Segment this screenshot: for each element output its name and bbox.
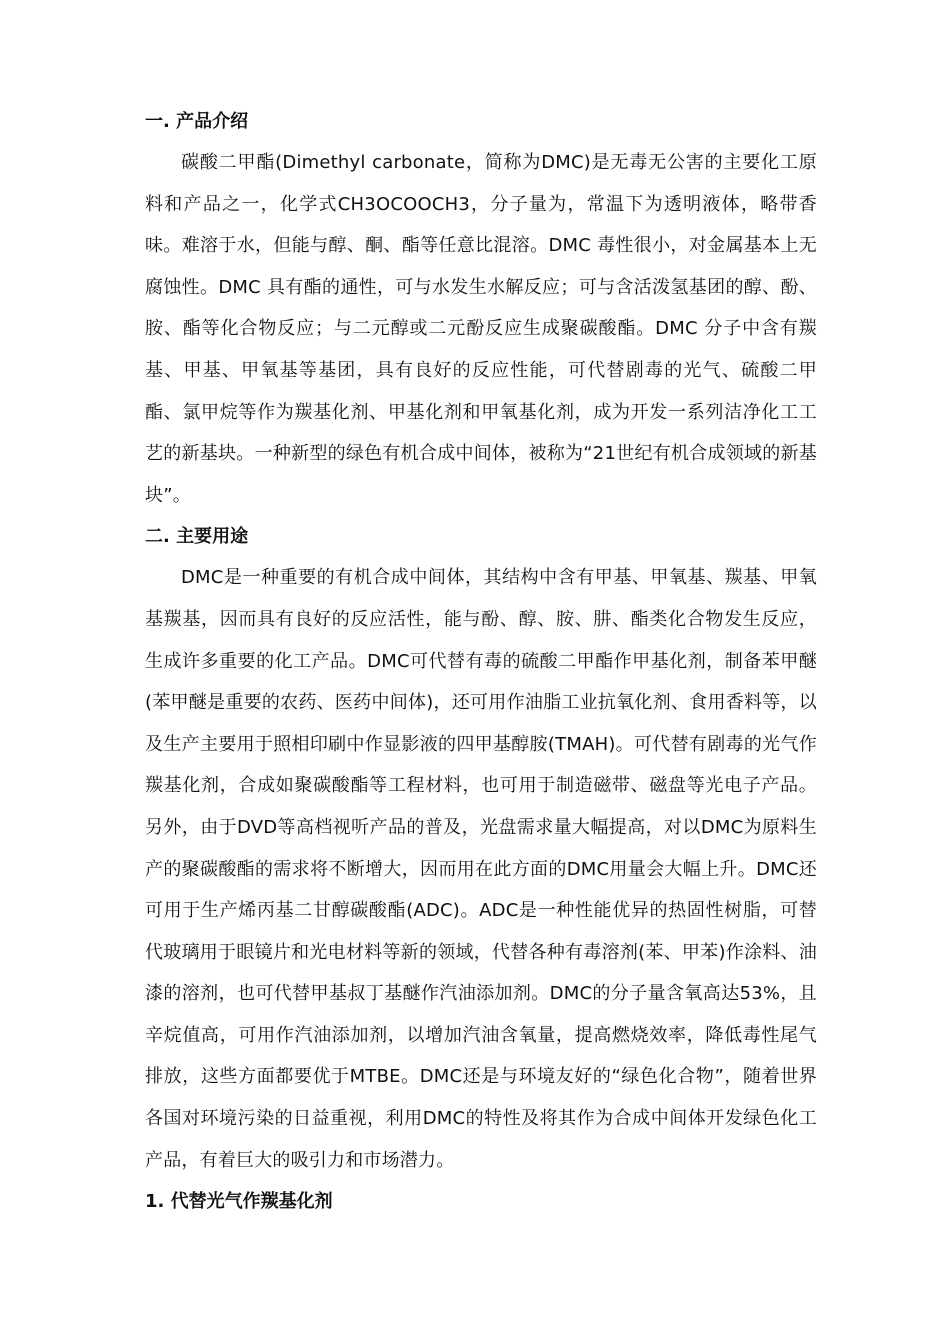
document-page [145,101,817,1222]
section-heading-product-intro: 一. 产品介绍 [145,111,249,132]
subheading-phosgene-replacement: 1. 代替光气作羰基化剂 [145,1191,333,1213]
section-heading-main-uses: 二. 主要用途 [145,526,249,548]
main-uses-paragraph: DMC是一种重要的有机合成中间体，其结构中含有甲基、甲氧基、羰基、甲氧基羰基，因而具有良好的反应活性，能与酚、醇、胺、肼、酯类化合物发生反应，生成许多重要的化工产品。DMC可代替有毒的硫酸二甲酯作甲基化剂，制备苯甲醚(苯甲醚是重要的农药、医药中间体)，还可用作油脂工业抗氧化剂、食用香料等，以及生产主要用于照相印刷中作显影液的四甲基醇胺(TMAH)。可代替有剧毒的光气作羰基化剂，合成如聚碳酸酯等工程材料，也可用于制造磁带、磁盘等光电子产品。另外，由于DVD等高档视听产品的普及，光盘需求量大幅提高，对以DMC为原料生产的聚碳酸酯的需求将不断增大，因而用在此方面的DMC用量会大幅上升。DMC还可用于生产烯丙基二甘醇碳酸酯(ADC)。ADC是一种性能优异的热固性树脂，可替代玻璃用于眼镜片和光电材料等新的领域，代替各种有毒溶剂(苯、甲苯)作涂料、油漆的溶剂，也可代替甲基叔丁基醚作汽油添加剂。DMC的分子量含氧高达53%，且辛烷值高，可用作汽油添加剂，以增加汽油含氧量，提高燃烧效率，降低毒性尾气排放，这些方面都要优于MTBE。DMC还是与环境友好的“绿色化合物”，随着世界各国对环境污染的日益重视，利用DMC的特性及将其作为合成中间体开发绿色化工产品，有着巨大的吸引力和市场潜力。 [145,567,817,1171]
product-intro-paragraph: 碳酸二甲酯(Dimethyl carbonate，简称为DMC)是无毒无公害的主要化工原料和产品之一，化学式CH3OCOOCH3，分子量为，常温下为透明液体，略带香味。难溶于水，但能与醇、酮、酯等任意比混溶。DMC 毒性很小，对金属基本上无腐蚀性。DMC 具有酯的通性，可与水发生水解反应；可与含活泼氢基团的醇、酚、胺、酯等化合物反应；与二元醇或二元酚反应生成聚碳酸酯。DMC 分子中含有羰基、甲基、甲氧基等基团，具有良好的反应性能，可代替剧毒的光气、硫酸二甲酯、氯甲烷等作为羰基化剂、甲基化剂和甲氧基化剂，成为开发一系列洁净化工工艺的新基块。一种新型的绿色有机合成中间体，被称为“21世纪有机合成领域的新基块”。 [145,152,817,506]
